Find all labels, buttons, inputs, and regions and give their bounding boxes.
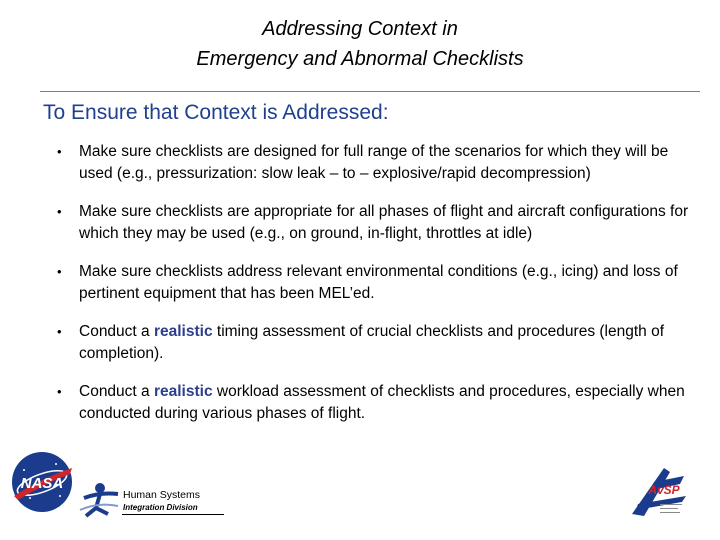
hsid-division: Integration Division (123, 503, 198, 512)
bullet-text (79, 323, 664, 362)
bullet-text: Make sure checklists are designed for full range of the scenarios for which they will be used (e.g., pressurization: slow leak – to – explosive/rapid decompression) (79, 143, 669, 182)
bullet-text: Make sure checklists address relevant environmental conditions (e.g., icing) and loss of pertinent equipment that has been MEL’ed. (79, 263, 678, 302)
bullet-text-pre: Conduct a (79, 383, 154, 400)
bullet-item (57, 141, 705, 185)
title-divider (40, 91, 700, 92)
bullet-text-post: timing assessment of crucial checklists and procedures (length of completion). (79, 323, 665, 362)
bullet-marker: • (57, 264, 62, 279)
bullet-text-pre: Conduct a (79, 323, 154, 340)
section-heading: To Ensure that Context is Addressed: (43, 101, 389, 124)
slide-title (0, 14, 720, 74)
title-line-1: Addressing Context in (262, 18, 458, 40)
bullet-text: Make sure checklists are appropriate for all phases of flight and aircraft configurations for which they may be used (e.g., on ground, in-flight, throttles at idle) (79, 203, 689, 242)
bullet-marker: • (57, 384, 62, 399)
highlight-word: realistic (153, 323, 213, 340)
hsid-logo (78, 480, 228, 520)
avsp-logo-text: AvSP (648, 483, 680, 497)
bullet-text-post: workload assessment of checklists and procedures, especially when conducted during various phases of flight. (79, 383, 685, 422)
bullet-item (57, 261, 705, 305)
bullet-marker: • (57, 204, 62, 219)
bullet-item (57, 381, 705, 425)
human-figure-icon (78, 480, 122, 520)
bullet-marker: • (57, 144, 62, 159)
bullet-item (57, 321, 705, 365)
hsid-underline (122, 514, 224, 515)
nasa-logo-text: NASA (20, 475, 64, 492)
bullet-text (79, 383, 685, 422)
highlight-word: realistic (153, 383, 213, 400)
bullet-item (57, 201, 705, 245)
avsp-logo-icon (624, 462, 690, 522)
nasa-logo-icon (10, 450, 74, 514)
title-line-2: Emergency and Abnormal Checklists (196, 48, 524, 70)
bullet-marker: • (57, 324, 62, 339)
bullet-list (57, 141, 705, 441)
hsid-name: Human Systems (123, 489, 201, 501)
